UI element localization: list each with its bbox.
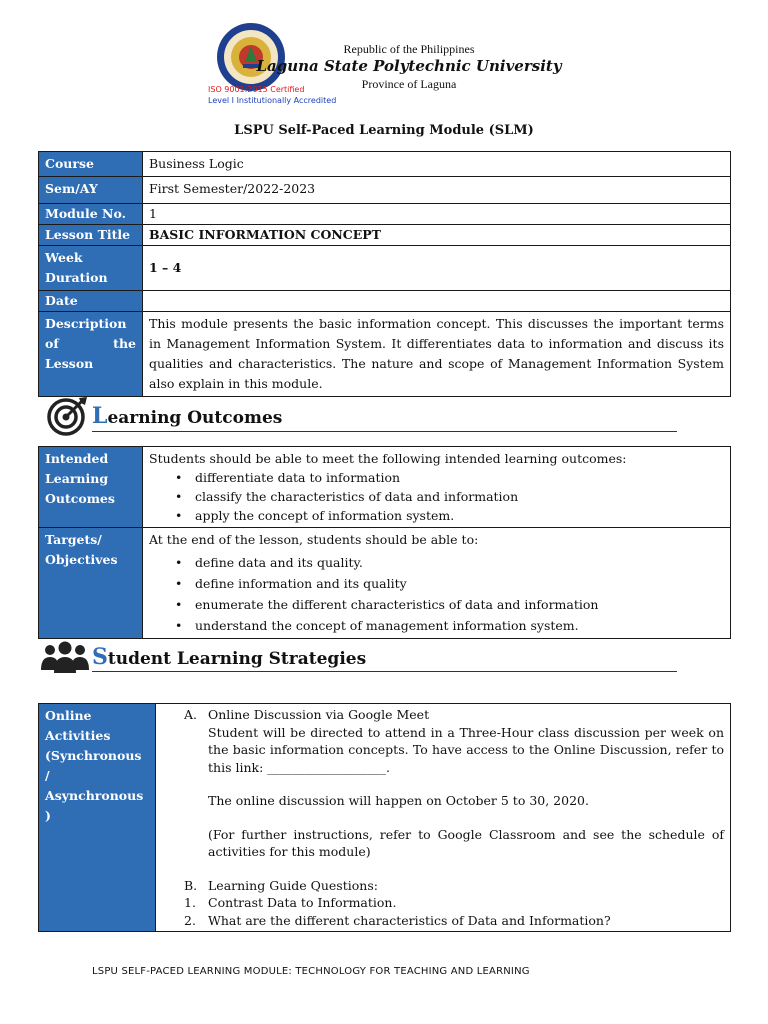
item-b-title: Learning Guide Questions: — [208, 877, 378, 893]
strategies-rule — [92, 671, 677, 672]
group-icon — [40, 640, 90, 674]
online-activities-label — [39, 704, 156, 932]
online-label-3: (Synchronous — [45, 748, 142, 763]
province-line: Province of Laguna — [361, 77, 457, 91]
targets-label-2: Objectives — [45, 552, 118, 567]
question-1-text: Contrast Data to Information. — [208, 895, 397, 910]
intended-label — [39, 447, 143, 528]
targets-label — [39, 528, 143, 639]
intended-label-3: Outcomes — [45, 491, 115, 506]
item-a — [184, 706, 724, 724]
item-b — [184, 877, 724, 895]
university-name: Laguna State Polytechnic University — [256, 57, 562, 75]
course-label: Course — [39, 152, 143, 177]
item-a-text: Student will be directed to attend in a Three-Hour class discussion per week on the basic information concepts. To have access to the Online Discussion, refer to this link: ___________________. — [208, 724, 724, 775]
item-a-note: (For further instructions, refer to Google Classroom and see the schedule of activities for this module) — [208, 826, 724, 859]
item-a-date: The online discussion will happen on October 5 to 30, 2020. — [208, 793, 589, 808]
intended-outcomes-row — [39, 447, 731, 528]
iso-certification: ISO 9001:2015 Certified — [208, 85, 305, 94]
item-a-title: Online Discussion via Google Meet — [208, 707, 430, 722]
sem-row — [39, 177, 731, 204]
date-row — [39, 291, 731, 312]
date-label: Date — [39, 291, 143, 312]
question-2-number: 2. — [184, 912, 196, 928]
targets-list — [149, 552, 724, 636]
sem-value: First Semester/2022-2023 — [143, 177, 731, 204]
online-label-2: Activities — [45, 728, 111, 743]
online-label-4: / — [45, 768, 50, 783]
intended-intro: Students should be able to meet the following intended learning outcomes: — [149, 451, 627, 466]
list-item: • define information and its quality — [195, 573, 724, 594]
course-value: Business Logic — [143, 152, 731, 177]
lesson-label: Lesson Title — [39, 225, 143, 246]
description-label-2 — [45, 334, 136, 354]
list-item: • differentiate data to information — [195, 468, 724, 487]
republic-line: Republic of the Philippines — [343, 42, 475, 56]
question-2 — [184, 912, 724, 930]
online-activities-content — [156, 704, 731, 932]
page-footer: LSPU SELF-PACED LEARNING MODULE: TECHNOLOGY FOR TEACHING AND LEARNING — [92, 966, 530, 977]
list-item: • understand the concept of management information system. — [195, 615, 724, 636]
online-label-1: Online — [45, 708, 92, 723]
week-label — [39, 246, 143, 291]
module-row — [39, 204, 731, 225]
week-label-2: Duration — [45, 270, 108, 285]
list-item: • classify the characteristics of data and information — [195, 487, 724, 506]
target-icon — [46, 396, 88, 436]
accreditation-level: Level I Institutionally Accredited — [208, 96, 337, 105]
week-row — [39, 246, 731, 291]
list-item: • apply the concept of information system. — [195, 506, 724, 525]
online-label-6: ) — [45, 808, 51, 823]
description-label-of: of — [45, 336, 59, 351]
description-row — [39, 312, 731, 397]
learning-outcomes-rule — [92, 431, 677, 432]
targets-label-1: Targets/ — [45, 532, 102, 547]
list-item: • define data and its quality. — [195, 552, 724, 573]
week-label-1: Week — [45, 250, 83, 265]
description-label-the: the — [113, 336, 136, 351]
intended-label-1: Intended — [45, 451, 109, 466]
question-2-text: What are the different characteristics of Data and Information? — [208, 912, 611, 928]
targets-intro: At the end of the lesson, students should be able to: — [149, 532, 479, 547]
sem-label: Sem/AY — [39, 177, 143, 204]
date-value — [143, 291, 731, 312]
learning-outcomes-cap: L — [92, 403, 108, 429]
item-b-marker: B. — [184, 877, 198, 893]
question-1-number: 1. — [184, 895, 196, 910]
description-label-1: Description — [45, 316, 127, 331]
targets-row — [39, 528, 731, 639]
learning-outcomes-heading — [92, 403, 282, 429]
item-a-marker: A. — [184, 707, 198, 722]
description-label — [39, 312, 143, 397]
intended-content — [143, 447, 731, 528]
course-info-table — [38, 151, 731, 397]
strategies-cap: S — [92, 644, 108, 670]
lesson-row — [39, 225, 731, 246]
question-1 — [184, 894, 724, 912]
strategies-rest: tudent Learning Strategies — [107, 649, 367, 669]
week-value: 1 – 4 — [143, 246, 731, 291]
learning-outcomes-rest: earning Outcomes — [107, 408, 283, 428]
module-title: LSPU Self-Paced Learning Module (SLM) — [234, 123, 534, 138]
intended-label-2: Learning — [45, 471, 109, 486]
module-value: 1 — [143, 204, 731, 225]
lesson-value: BASIC INFORMATION CONCEPT — [143, 225, 731, 246]
module-label: Module No. — [39, 204, 143, 225]
description-value: This module presents the basic information concept. This discusses the important terms in Management Information System. It differentiates data to information and discuss its qualities and characteristics. The nature and scope of Management Information System also explain in this module. — [143, 312, 731, 397]
online-activities-row — [39, 704, 731, 932]
strategies-heading — [92, 644, 366, 670]
list-item: • enumerate the different characteristics of data and information — [195, 594, 724, 615]
intended-list — [149, 468, 724, 525]
course-row — [39, 152, 731, 177]
description-label-3: Lesson — [45, 356, 94, 371]
online-label-5: Asynchronous — [45, 788, 144, 803]
targets-content — [143, 528, 731, 639]
learning-outcomes-table — [38, 446, 731, 639]
strategies-table — [38, 703, 731, 932]
